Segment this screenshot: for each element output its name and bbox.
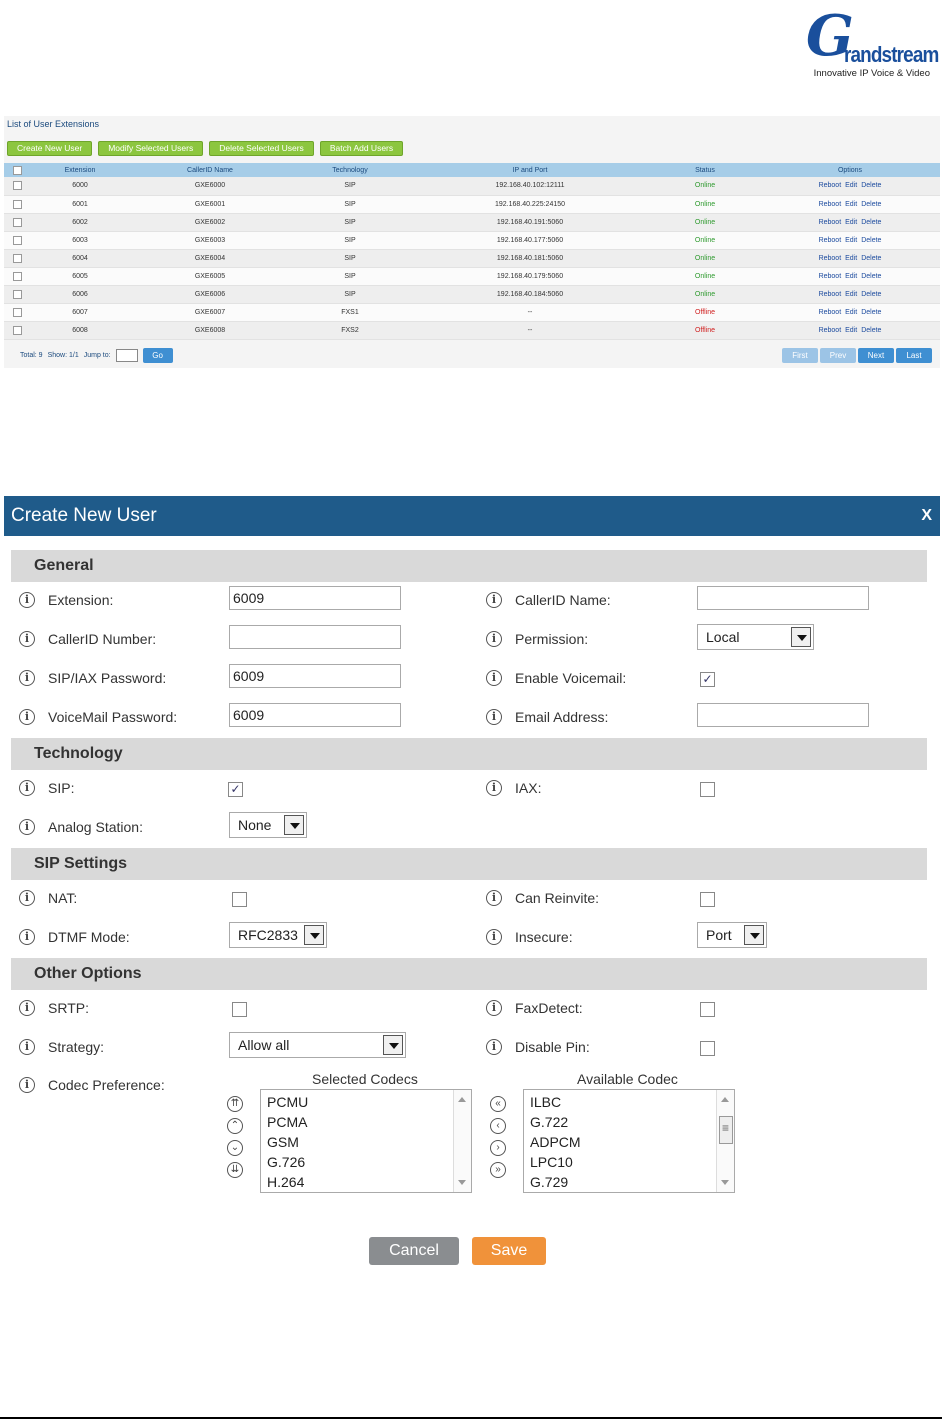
dialog-header (4, 496, 940, 536)
save-button[interactable]: Save (472, 1237, 546, 1265)
cell-status: Offline (650, 321, 760, 339)
info-icon[interactable]: i (486, 1000, 502, 1016)
codec-preference-label: i Codec Preference: (19, 1077, 165, 1093)
move-bottom-icon[interactable]: ⇊ (227, 1162, 243, 1178)
callerid-number-label: i CallerID Number: (19, 631, 156, 647)
page-bottom-rule (0, 1417, 942, 1419)
info-icon[interactable]: i (19, 709, 35, 725)
jump-label: Jump to: (83, 352, 111, 359)
cell-technology: SIP (290, 267, 410, 285)
row-checkbox[interactable] (13, 290, 22, 299)
chevron-down-icon[interactable] (284, 815, 304, 835)
section-general: General (11, 550, 927, 582)
info-icon[interactable]: i (19, 780, 35, 796)
add-one-icon[interactable]: ‹ (490, 1118, 506, 1134)
cell-ip-port: 192.168.40.184:5060 (410, 285, 650, 303)
codec-item[interactable]: G.726 (267, 1154, 306, 1170)
panel-title: List of User Extensions (7, 119, 100, 129)
codec-item[interactable]: G.729 (530, 1174, 569, 1190)
reboot-link[interactable]: Reboot (818, 290, 842, 298)
info-icon[interactable]: i (486, 929, 502, 945)
callerid-number-input[interactable] (229, 625, 401, 649)
info-icon[interactable]: i (486, 890, 502, 906)
reboot-link[interactable]: Reboot (818, 218, 842, 226)
row-select-cell (4, 303, 30, 321)
cell-options (760, 195, 940, 213)
available-codecs-items (530, 1092, 581, 1192)
nat-label: i NAT: (19, 890, 77, 906)
row-select-cell (4, 231, 30, 249)
cell-callerid-name: GXE6005 (130, 267, 290, 285)
cell-extension: 6005 (30, 267, 130, 285)
row-select-cell (4, 177, 30, 195)
cell-extension: 6002 (30, 213, 130, 231)
disable-pin-checkbox[interactable] (700, 1041, 715, 1056)
reboot-link[interactable]: Reboot (818, 308, 842, 316)
cell-technology: SIP (290, 285, 410, 303)
codec-item[interactable]: ILBC (530, 1094, 562, 1110)
grandstream-logo (806, 3, 939, 80)
permission-label: i Permission: (486, 631, 588, 647)
extension-input[interactable]: 6009 (229, 586, 401, 610)
select-all-checkbox[interactable] (13, 166, 22, 175)
reboot-link[interactable]: Reboot (818, 200, 842, 208)
reboot-link[interactable]: Reboot (818, 326, 842, 334)
cell-ip-port: -- (410, 321, 650, 339)
row-checkbox[interactable] (13, 181, 22, 190)
row-select-cell (4, 267, 30, 285)
info-icon[interactable]: i (486, 780, 502, 796)
cell-callerid-name: GXE6002 (130, 213, 290, 231)
pager-info (20, 348, 173, 363)
cell-ip-port: 192.168.40.177:5060 (410, 231, 650, 249)
cell-ip-port: 192.168.40.102:12111 (410, 177, 650, 195)
codec-item[interactable]: GSM (267, 1134, 299, 1150)
cell-options (760, 231, 940, 249)
codec-item[interactable]: PCMU (267, 1094, 309, 1110)
voicemail-password-label: i VoiceMail Password: (19, 709, 177, 725)
table-row[interactable] (4, 177, 940, 195)
create-new-user-button[interactable]: Create New User (7, 141, 92, 156)
dtmf-mode-label: i DTMF Mode: (19, 929, 130, 945)
cell-status: Online (650, 213, 760, 231)
row-select-cell (4, 249, 30, 267)
row-checkbox[interactable] (13, 254, 22, 263)
edit-link[interactable]: Edit (845, 200, 858, 208)
info-icon[interactable]: i (486, 670, 502, 686)
cell-extension: 6003 (30, 231, 130, 249)
cell-callerid-name: GXE6007 (130, 303, 290, 321)
table-row[interactable] (4, 321, 940, 339)
cell-extension: 6001 (30, 195, 130, 213)
logo-letter: G (806, 3, 854, 69)
cell-ip-port: 192.168.40.225:24150 (410, 195, 650, 213)
row-checkbox[interactable] (13, 200, 22, 209)
email-input[interactable] (697, 703, 869, 727)
selected-codecs-list[interactable] (260, 1089, 472, 1193)
col-callerid-name[interactable]: CallerID Name (130, 163, 290, 177)
scroll-thumb (719, 1116, 733, 1144)
sip-label: i SIP: (19, 780, 74, 796)
chevron-down-icon[interactable] (744, 925, 764, 945)
cell-status: Online (650, 177, 760, 195)
codec-item[interactable]: LPC10 (530, 1154, 573, 1170)
scroll-down-icon (721, 1180, 729, 1185)
srtp-label: i SRTP: (19, 1000, 89, 1016)
cell-extension: 6007 (30, 303, 130, 321)
info-icon[interactable]: i (19, 1000, 35, 1016)
email-label: i Email Address: (486, 709, 608, 725)
cell-technology: SIP (290, 213, 410, 231)
disable-pin-label: i Disable Pin: (486, 1039, 590, 1055)
delete-link[interactable]: Delete (861, 326, 882, 334)
cell-extension: 6000 (30, 177, 130, 195)
pagination (782, 348, 932, 363)
cell-technology: SIP (290, 177, 410, 195)
extensions-table (4, 163, 940, 340)
insecure-select[interactable]: Port (697, 922, 767, 948)
page-show: Show: 1/1 (47, 352, 79, 359)
add-all-icon[interactable]: « (490, 1096, 506, 1112)
permission-select[interactable]: Local (697, 624, 814, 650)
delete-link[interactable]: Delete (861, 254, 882, 262)
available-codec-title: Available Codec (577, 1071, 678, 1087)
reboot-link[interactable]: Reboot (818, 182, 842, 190)
codec-item[interactable]: H.264 (267, 1174, 305, 1190)
cell-status: Offline (650, 303, 760, 321)
reboot-link[interactable]: Reboot (818, 236, 842, 244)
col-status[interactable]: Status (650, 163, 760, 177)
delete-link[interactable]: Delete (861, 200, 882, 208)
logo-tagline: Innovative IP Voice & Video (813, 68, 930, 79)
cell-callerid-name: GXE6008 (130, 321, 290, 339)
info-icon[interactable]: i (486, 709, 502, 725)
edit-link[interactable]: Edit (845, 182, 858, 190)
selected-codecs-title: Selected Codecs (312, 1071, 418, 1087)
iax-label: i IAX: (486, 780, 541, 796)
info-icon[interactable]: i (19, 1077, 35, 1093)
can-reinvite-checkbox[interactable] (700, 892, 715, 907)
analog-station-label: i Analog Station: (19, 819, 143, 835)
enable-voicemail-label: i Enable Voicemail: (486, 670, 626, 686)
info-icon[interactable]: i (19, 929, 35, 945)
section-sip-settings: SIP Settings (11, 848, 927, 880)
prev-page-button[interactable]: Prev (820, 348, 856, 363)
row-checkbox[interactable] (13, 218, 22, 227)
cell-status: Online (650, 267, 760, 285)
strategy-select[interactable]: Allow all (229, 1032, 406, 1058)
table-row[interactable] (4, 267, 940, 285)
chevron-down-icon[interactable] (791, 627, 811, 647)
cell-ip-port: 192.168.40.191:5060 (410, 213, 650, 231)
faxdetect-checkbox[interactable] (700, 1002, 715, 1017)
info-icon[interactable]: i (19, 890, 35, 906)
cancel-button[interactable]: Cancel (369, 1237, 459, 1265)
move-down-icon[interactable]: ⌄ (227, 1140, 243, 1156)
scroll-up-icon (458, 1097, 466, 1102)
can-reinvite-label: i Can Reinvite: (486, 890, 599, 906)
insecure-label: i Insecure: (486, 929, 573, 945)
cell-callerid-name: GXE6006 (130, 285, 290, 303)
move-top-icon[interactable]: ⇈ (227, 1096, 243, 1112)
row-select-cell (4, 285, 30, 303)
jump-to-input[interactable] (116, 349, 138, 362)
cell-options (760, 321, 940, 339)
scroll-down-icon (458, 1180, 466, 1185)
callerid-name-input[interactable] (697, 586, 869, 610)
select-all-cell (4, 163, 30, 177)
delete-link[interactable]: Delete (861, 272, 882, 280)
cell-callerid-name: GXE6000 (130, 177, 290, 195)
table-row[interactable] (4, 249, 940, 267)
edit-link[interactable]: Edit (845, 326, 858, 334)
nat-checkbox[interactable] (232, 892, 247, 907)
info-icon[interactable]: i (19, 670, 35, 686)
col-technology[interactable]: Technology (290, 163, 410, 177)
cell-technology: SIP (290, 195, 410, 213)
row-checkbox[interactable] (13, 236, 22, 245)
col-extension[interactable]: Extension (30, 163, 130, 177)
edit-link[interactable]: Edit (845, 308, 858, 316)
cell-callerid-name: GXE6004 (130, 249, 290, 267)
strategy-label: i Strategy: (19, 1039, 104, 1055)
first-page-button[interactable]: First (782, 348, 818, 363)
edit-link[interactable]: Edit (845, 272, 858, 280)
col-ip-port[interactable]: IP and Port (410, 163, 650, 177)
cell-options (760, 213, 940, 231)
cell-technology: SIP (290, 231, 410, 249)
selected-codecs-items (267, 1092, 308, 1192)
info-icon[interactable]: i (486, 631, 502, 647)
delete-link[interactable]: Delete (861, 236, 882, 244)
delete-selected-users-button[interactable]: Delete Selected Users (209, 141, 314, 156)
row-checkbox[interactable] (13, 308, 22, 317)
remove-all-icon[interactable]: » (490, 1162, 506, 1178)
available-codecs-scrollbar[interactable] (716, 1090, 734, 1192)
table-row[interactable] (4, 303, 940, 321)
voicemail-password-input[interactable]: 6009 (229, 703, 401, 727)
dtmf-mode-select[interactable]: RFC2833 (229, 922, 327, 948)
cell-extension: 6004 (30, 249, 130, 267)
info-icon[interactable]: i (486, 592, 502, 608)
edit-link[interactable]: Edit (845, 236, 858, 244)
section-other-options: Other Options (11, 958, 927, 990)
cell-ip-port: -- (410, 303, 650, 321)
chevron-down-icon[interactable] (383, 1035, 403, 1055)
action-button-bar (7, 141, 403, 156)
table-row[interactable] (4, 195, 940, 213)
row-checkbox[interactable] (13, 326, 22, 335)
table-row[interactable] (4, 231, 940, 249)
delete-link[interactable]: Delete (861, 290, 882, 298)
cell-status: Online (650, 285, 760, 303)
table-row[interactable] (4, 213, 940, 231)
row-select-cell (4, 195, 30, 213)
codec-item[interactable]: G.722 (530, 1114, 569, 1130)
last-page-button[interactable]: Last (896, 348, 932, 363)
batch-add-users-button[interactable]: Batch Add Users (320, 141, 403, 156)
sip-checkbox[interactable]: ✓ (228, 782, 243, 797)
go-button[interactable]: Go (143, 348, 173, 363)
reboot-link[interactable]: Reboot (818, 272, 842, 280)
scroll-up-icon (721, 1097, 729, 1102)
extension-label: i Extension: (19, 592, 113, 608)
info-icon[interactable]: i (19, 631, 35, 647)
enable-voicemail-checkbox[interactable]: ✓ (700, 672, 715, 687)
codec-item[interactable]: PCMA (267, 1114, 308, 1130)
dialog-title: Create New User (11, 505, 157, 526)
cell-technology: SIP (290, 249, 410, 267)
analog-station-select[interactable]: None (229, 812, 307, 838)
edit-link[interactable]: Edit (845, 290, 858, 298)
close-icon[interactable]: X (921, 507, 932, 524)
cell-ip-port: 192.168.40.179:5060 (410, 267, 650, 285)
cell-extension: 6006 (30, 285, 130, 303)
col-options: Options (760, 163, 940, 177)
cell-options (760, 267, 940, 285)
delete-link[interactable]: Delete (861, 182, 882, 190)
srtp-checkbox[interactable] (232, 1002, 247, 1017)
create-new-user-dialog (4, 496, 940, 1259)
row-select-cell (4, 213, 30, 231)
sip-password-input[interactable]: 6009 (229, 664, 401, 688)
cell-options (760, 249, 940, 267)
sip-password-label: i SIP/IAX Password: (19, 670, 166, 686)
edit-link[interactable]: Edit (845, 254, 858, 262)
selected-codecs-scrollbar[interactable] (453, 1090, 471, 1192)
delete-link[interactable]: Delete (861, 308, 882, 316)
delete-link[interactable]: Delete (861, 218, 882, 226)
user-extensions-panel (4, 116, 940, 368)
cell-technology: FXS1 (290, 303, 410, 321)
cell-status: Online (650, 231, 760, 249)
info-icon[interactable]: i (19, 819, 35, 835)
reboot-link[interactable]: Reboot (818, 254, 842, 262)
cell-callerid-name: GXE6003 (130, 231, 290, 249)
codec-item[interactable]: ADPCM (530, 1134, 581, 1150)
modify-selected-users-button[interactable]: Modify Selected Users (98, 141, 203, 156)
logo-word: randstream (844, 42, 939, 67)
table-row[interactable] (4, 285, 940, 303)
cell-options (760, 285, 940, 303)
info-icon[interactable]: i (19, 1039, 35, 1055)
edit-link[interactable]: Edit (845, 218, 858, 226)
iax-checkbox[interactable] (700, 782, 715, 797)
next-page-button[interactable]: Next (858, 348, 894, 363)
remove-one-icon[interactable]: › (490, 1140, 506, 1156)
callerid-name-label: i CallerID Name: (486, 592, 611, 608)
cell-technology: FXS2 (290, 321, 410, 339)
row-checkbox[interactable] (13, 272, 22, 281)
section-technology: Technology (11, 738, 927, 770)
move-up-icon[interactable]: ⌃ (227, 1118, 243, 1134)
info-icon[interactable]: i (486, 1039, 502, 1055)
cell-options (760, 303, 940, 321)
info-icon[interactable]: i (19, 592, 35, 608)
available-codecs-list[interactable] (523, 1089, 735, 1193)
cell-extension: 6008 (30, 321, 130, 339)
cell-status: Online (650, 249, 760, 267)
cell-status: Online (650, 195, 760, 213)
cell-options (760, 177, 940, 195)
faxdetect-label: i FaxDetect: (486, 1000, 583, 1016)
row-select-cell (4, 321, 30, 339)
chevron-down-icon[interactable] (304, 925, 324, 945)
cell-ip-port: 192.168.40.181:5060 (410, 249, 650, 267)
cell-callerid-name: GXE6001 (130, 195, 290, 213)
total-count: Total: 9 (20, 352, 43, 359)
